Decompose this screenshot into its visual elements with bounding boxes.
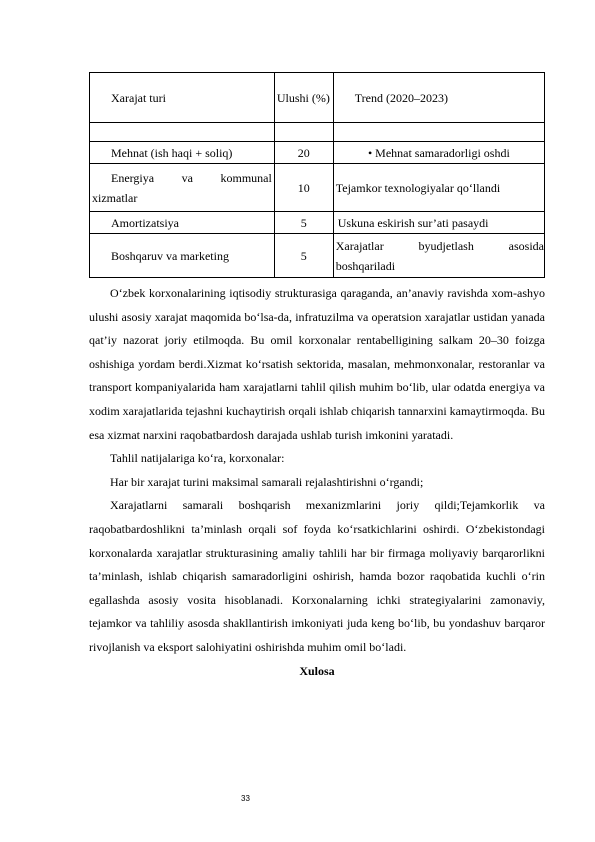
cell-text-line: Xarajatlar byudjetlash asosida (335, 238, 544, 253)
table-header-row (90, 73, 545, 123)
table-cell (333, 123, 544, 142)
body-text (89, 282, 545, 683)
table-cell: 5 (274, 234, 333, 278)
paragraph: Xarajatlarni samarali boshqarish mexanizmlarini joriy qildi;Tejamkorlik va raqobatbardoshlikni ta’minlash orqali sof foyda ko‘rsatkichlarini oshirdi. O‘zbekistondagi korxonalarda xarajatlar strukturasining amaliy tahlili har bir firmaga moliyaviy barqarorlikni ta’minlash, ishlab chiqarish samaradorligini oshirish, hamda bozor raqobatida kuchli o‘rin egallashda asosiy vosita hisoblanadi. Korxonalarning ichki strategiyalarini zamonaviy, tejamkor va tahliliy asosda shakllantirish imkoniyati juda keng bo‘lib, bu yondashuv barqaror rivojlanish va eksport salohiyatini oshirishda muhim omil bo‘ladi. (89, 498, 545, 654)
table-row (90, 164, 545, 212)
table-cell (274, 123, 333, 142)
cell-text-line: Energiya va kommunal (111, 170, 272, 185)
table-cell: 5 (274, 212, 333, 234)
table-cell: Mehnat (ish haqi + soliq) (90, 142, 275, 164)
table-cell (90, 164, 275, 212)
header-cell-type: Xarajat turi (90, 73, 275, 123)
table-cell (333, 234, 544, 278)
header-cell-trend: Trend (2020–2023) (333, 73, 544, 123)
table-cell: Boshqaruv va marketing (90, 234, 275, 278)
table-cell (90, 123, 275, 142)
section-heading: Xulosa (299, 663, 335, 678)
table-row (90, 212, 545, 234)
page-number: 33 (241, 794, 250, 803)
paragraph: Tahlil natijalariga ko‘ra, korxonalar: (110, 451, 285, 466)
table-cell: • Mehnat samaradorligi oshdi (333, 142, 544, 164)
table-cell: 10 (274, 164, 333, 212)
table-cell: Amortizatsiya (90, 212, 275, 234)
table-cell: Tejamkor texnologiyalar qo‘llandi (333, 164, 544, 212)
table-row (90, 123, 545, 142)
table-row (90, 234, 545, 278)
cost-structure-table (89, 72, 545, 278)
cell-text-line: boshqariladi (335, 258, 396, 273)
cell-text-line: xizmatlar (92, 190, 138, 205)
table-cell: 20 (274, 142, 333, 164)
paragraph: Har bir xarajat turini maksimal samarali rejalashtirishni o‘rgandi; (110, 474, 424, 489)
header-cell-share: Ulushi (%) (274, 73, 333, 123)
table-cell: Uskuna eskirish sur’ati pasaydi (333, 212, 544, 234)
table-row (90, 142, 545, 164)
paragraph: O‘zbek korxonalarining iqtisodiy strukturasiga qaraganda, an’anaviy ravishda xom-ashyo ulushi asosiy xarajat maqomida bo‘lsa-da, infratuzilma va operatsion xarajatlar ustidan yanada qat’iy nazorat joriy etilmoqda. Bu omil korxonalar rentabelligining salkam 20–30 foizga oshishiga yordam berdi.Xizmat ko‘rsatish sektorida, masalan, mehmonxonalar, restoranlar va transport kompaniyalarida ham xarajatlarni tahlil qilish muhim bo‘lib, ular odatda energiya va xodim xarajatlarida tejashni kuchaytirish orqali ishlab chiqarish tannarxini kamaytirmoqda. Bu esa xizmat narxini raqobatbardosh darajada ushlab turish imkonini yaratadi. (89, 286, 545, 442)
